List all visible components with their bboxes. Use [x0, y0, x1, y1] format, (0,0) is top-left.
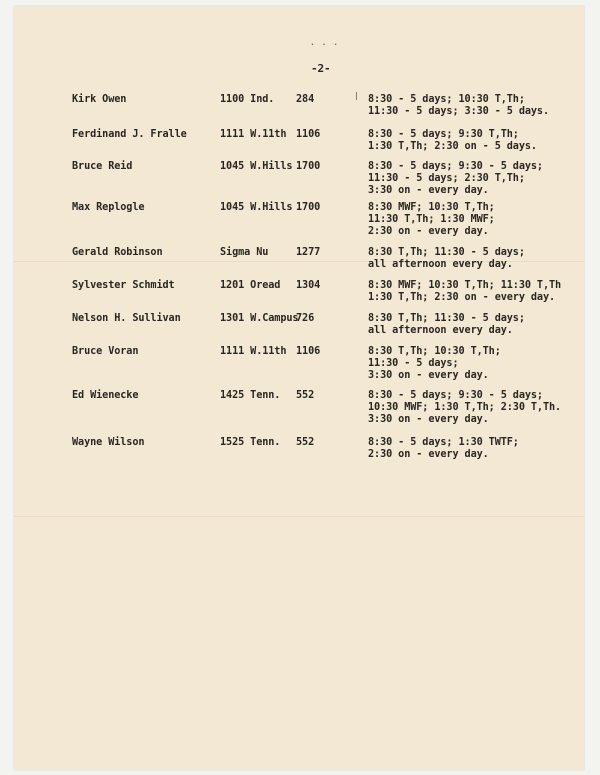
- row-address: 1111 W.11th: [220, 129, 287, 140]
- row-schedule: [368, 247, 525, 271]
- schedule-line: 8:30 T,Th; 11:30 - 5 days;: [368, 247, 525, 258]
- schedule-line: 8:30 T,Th; 10:30 T,Th;: [368, 346, 501, 357]
- schedule-line: 11:30 - 5 days;: [368, 358, 459, 370]
- row-address: 1100 Ind.: [220, 94, 275, 105]
- row-schedule: [368, 94, 549, 118]
- schedule-line: 2:30 on - every day.: [368, 449, 489, 461]
- document-page: [14, 6, 584, 770]
- schedule-line: 3:30 on - every day.: [368, 414, 489, 426]
- row-schedule: [368, 129, 537, 153]
- schedule-line: 1:30 T,Th; 2:30 on - 5 days.: [368, 141, 537, 153]
- schedule-line: 8:30 - 5 days; 1:30 TWTF;: [368, 437, 519, 448]
- row-schedule: [368, 390, 561, 427]
- schedule-line: 1:30 T,Th; 2:30 on - every day.: [368, 292, 556, 304]
- row-address: 1525 Tenn.: [220, 437, 281, 448]
- schedule-line: 8:30 MWF; 10:30 T,Th;: [368, 202, 495, 213]
- schedule-line: 8:30 - 5 days; 9:30 T,Th;: [368, 129, 519, 140]
- row-schedule: [368, 437, 519, 461]
- row-phone: 1106: [296, 129, 321, 140]
- paper-fold: [14, 516, 584, 517]
- header-marks: · · ·: [310, 40, 340, 49]
- schedule-line: 3:30 on - every day.: [368, 185, 489, 197]
- row-phone: 1700: [296, 202, 321, 213]
- row-address: 1301 W.Campus: [220, 313, 299, 324]
- schedule-line: 3:30 on - every day.: [368, 370, 489, 382]
- row-name: Bruce Reid: [72, 161, 133, 172]
- page-number: -2-: [311, 62, 331, 75]
- schedule-line: 11:30 - 5 days; 3:30 - 5 days.: [368, 106, 550, 118]
- row-name: Ferdinand J. Fralle: [72, 129, 187, 140]
- schedule-line: 8:30 - 5 days; 9:30 - 5 days;: [368, 161, 543, 172]
- row-name: Ed Wienecke: [72, 390, 139, 401]
- row-phone: 1277: [296, 247, 321, 258]
- row-name: Max Replogle: [72, 202, 145, 213]
- schedule-line: all afternoon every day.: [368, 325, 513, 337]
- row-schedule: [368, 346, 501, 383]
- schedule-line: 8:30 MWF; 10:30 T,Th; 11:30 T,Th: [368, 280, 562, 291]
- schedule-line: 11:30 T,Th; 1:30 MWF;: [368, 214, 495, 226]
- row-name: Wayne Wilson: [72, 437, 145, 448]
- margin-tick: [356, 92, 357, 100]
- row-phone: 552: [296, 437, 315, 448]
- row-name: Kirk Owen: [72, 94, 127, 105]
- row-phone: 1304: [296, 280, 321, 291]
- row-name: Sylvester Schmidt: [72, 280, 175, 291]
- schedule-line: 8:30 - 5 days; 10:30 T,Th;: [368, 94, 525, 105]
- schedule-line: all afternoon every day.: [368, 259, 513, 271]
- row-address: 1045 W.Hills: [220, 202, 293, 213]
- row-name: Gerald Robinson: [72, 247, 163, 258]
- row-schedule: [368, 280, 561, 304]
- row-schedule: [368, 313, 525, 337]
- row-address: 1045 W.Hills: [220, 161, 293, 172]
- row-name: Nelson H. Sullivan: [72, 313, 181, 324]
- schedule-line: 11:30 - 5 days; 2:30 T,Th;: [368, 173, 525, 185]
- row-phone: 726: [296, 313, 315, 324]
- row-phone: 552: [296, 390, 315, 401]
- row-address: 1111 W.11th: [220, 346, 287, 357]
- row-schedule: [368, 161, 543, 198]
- row-name: Bruce Voran: [72, 346, 139, 357]
- row-address: 1425 Tenn.: [220, 390, 281, 401]
- row-phone: 1106: [296, 346, 321, 357]
- row-address: Sigma Nu: [220, 247, 269, 258]
- row-phone: 284: [296, 94, 315, 105]
- schedule-line: 8:30 - 5 days; 9:30 - 5 days;: [368, 390, 543, 401]
- schedule-line: 10:30 MWF; 1:30 T,Th; 2:30 T,Th.: [368, 402, 562, 414]
- row-schedule: [368, 202, 495, 239]
- row-address: 1201 Oread: [220, 280, 281, 291]
- schedule-line: 2:30 on - every day.: [368, 226, 489, 238]
- row-phone: 1700: [296, 161, 321, 172]
- schedule-line: 8:30 T,Th; 11:30 - 5 days;: [368, 313, 525, 324]
